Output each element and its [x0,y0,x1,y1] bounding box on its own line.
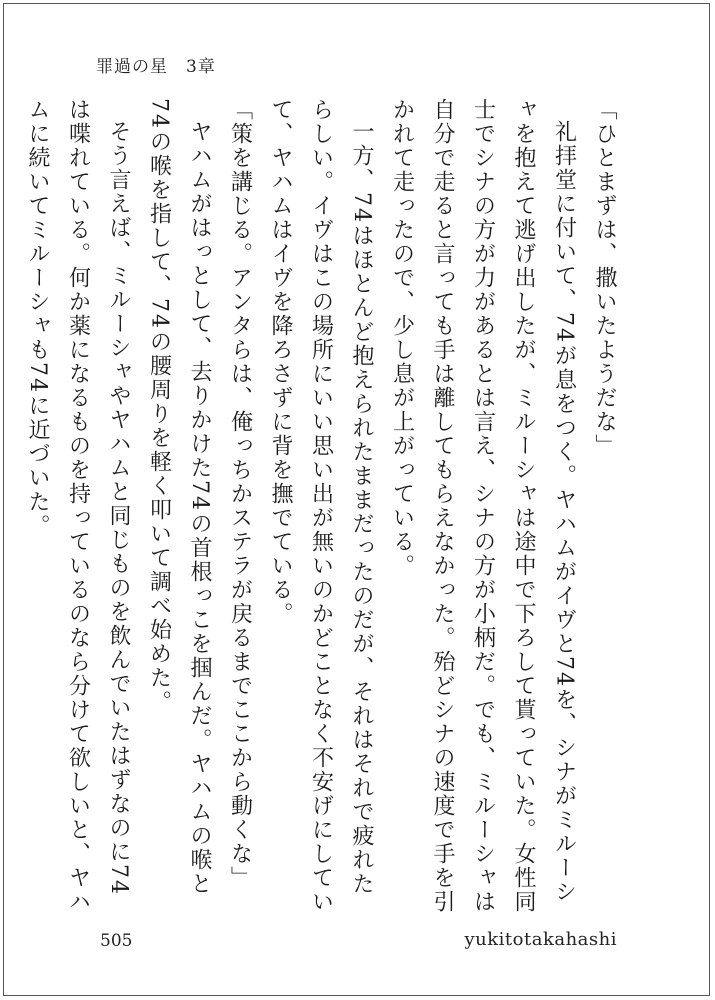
book-page [3,3,710,996]
vertical-body-text [25,98,624,918]
author-name: yukitotakahashi [464,929,617,950]
paragraph-4: 「策を講じる。アンタらは、俺っちかステラが戻るまでここから動くな」 [227,98,253,890]
page-number: 505 [100,931,133,951]
paragraph-1: 「ひとまずは、撒いたようだな」 [592,98,617,458]
paragraph-2: 礼拝堂に付いて、74が息をつく。ヤハムがイヴと74を、シナがミルーシャを抱えて逃げ出したが、ミルーシャは途中で下ろして貰っていた。女性同士でシナの方が力があるとは言え、シナの方が小柄だ。でも、ミルーシャは自分で走ると言っても手は離してもらえなかった。殆どシナの速度で手を引かれて走ったので、少し息が上がっている。 [389,98,577,914]
chapter-header: 罪過の星 3章 [96,57,216,77]
paragraph-6: そう言えば、ミルーシャやヤハムと同じものを飲んでいたはずなのに74は喋れている。何か薬になるものを持っているのなら分けて欲しいと、ヤハムに続いてミルーシャも74に近づいた。 [25,98,131,914]
paragraph-3: 一方、74はほとんど抱えられたままだったのだが、それはそれで疲れたらしい。イヴはこの場所にいい思い出が無いのかどことなく不安げにしていて、ヤハムはイヴを降ろさずに背を撫でている。 [268,98,374,914]
paragraph-5: ヤハムがはっとして、去りかけた74の首根っこを掴んだ。ヤハムの喉と74の喉を指して、74の腰周りを軽く叩いて調べ始めた。 [146,98,212,896]
